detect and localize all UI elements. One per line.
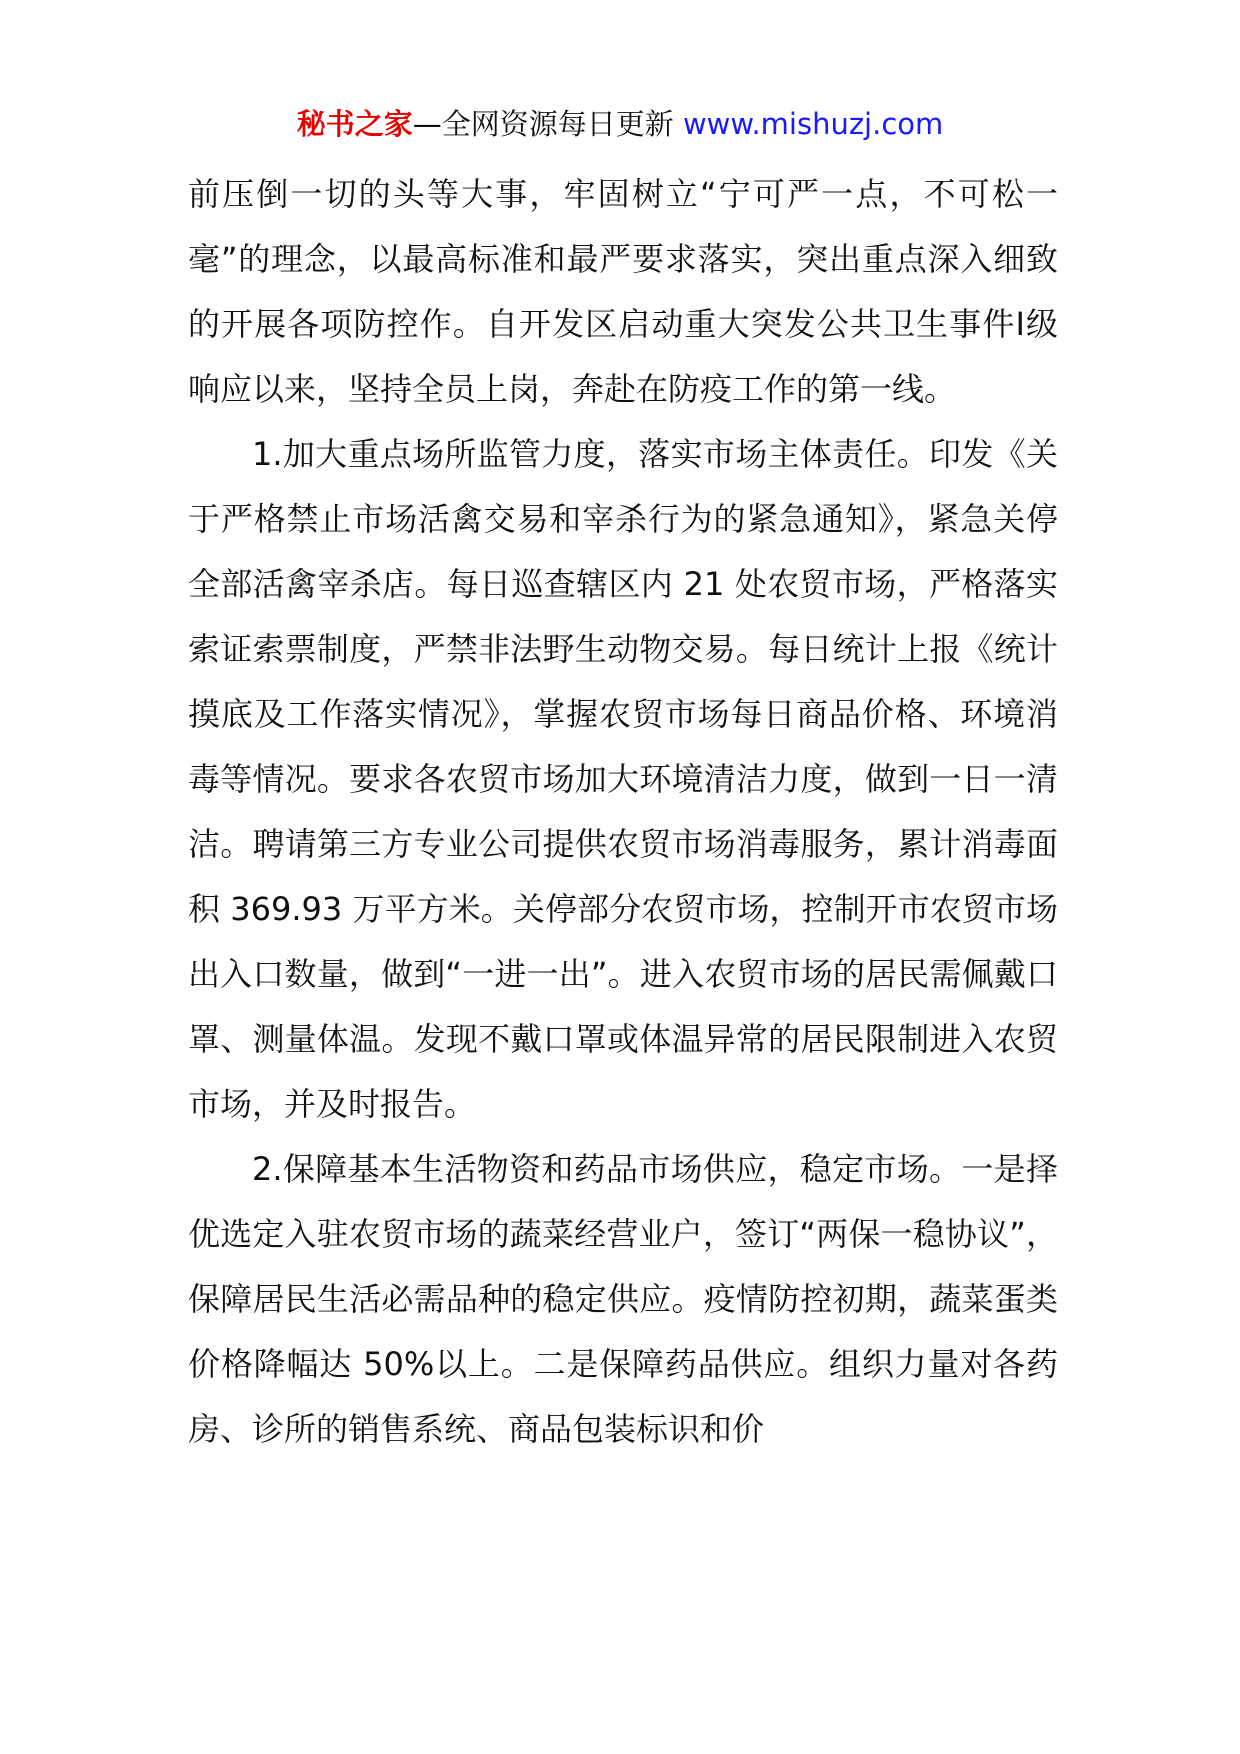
page-header [0,104,1240,144]
brand-name: 秘书之家 [296,107,413,141]
document-body [188,162,1058,1462]
paragraph-item-1: 1.加大重点场所监管力度，落实市场主体责任。印发《关于严格禁止市场活禽交易和宰杀行为的紧急通知》，紧急关停全部活禽宰杀店。每日巡查辖区内 21 处农贸市场，严格落实索证索票制度，严禁非法野生动物交易。每日统计上报《统计摸底及工作落实情况》，掌握农贸市场每日商品价格、环境消毒等情况。要求各农贸市场加大环境清洁力度，做到一日一清洁。聘请第三方专业公司提供农贸市场消毒服务，累计消毒面积 369.93 万平方米。关停部分农贸市场，控制开市农贸市场出入口数量，做到“一进一出”。进入农贸市场的居民需佩戴口罩、测量体温。发现不戴口罩或体温异常的居民限制进入农贸市场，并及时报告。 [188,435,1058,1123]
site-url-link[interactable]: www.mishuzj.com [682,107,944,141]
paragraph-continued: 前压倒一切的头等大事，牢固树立“宁可严一点，不可松一毫”的理念，以最高标准和最严要求落实，突出重点深入细致的开展各项防控作。自开发区启动重大突发公共卫生事件Ⅰ级响应以来，坚持全员上岗，奔赴在防疫工作的第一线。 [188,175,1058,408]
header-tagline: —全网资源每日更新 [412,107,674,141]
paragraph-item-2: 2.保障基本生活物资和药品市场供应，稳定市场。一是择优选定入驻农贸市场的蔬菜经营业户，签订“两保一稳协议”，保障居民生活必需品种的稳定供应。疫情防控初期，蔬菜蛋类价格降幅达 50%以上。二是保障药品供应。组织力量对各药房、诊所的销售系统、商品包装标识和价 [188,1150,1058,1448]
